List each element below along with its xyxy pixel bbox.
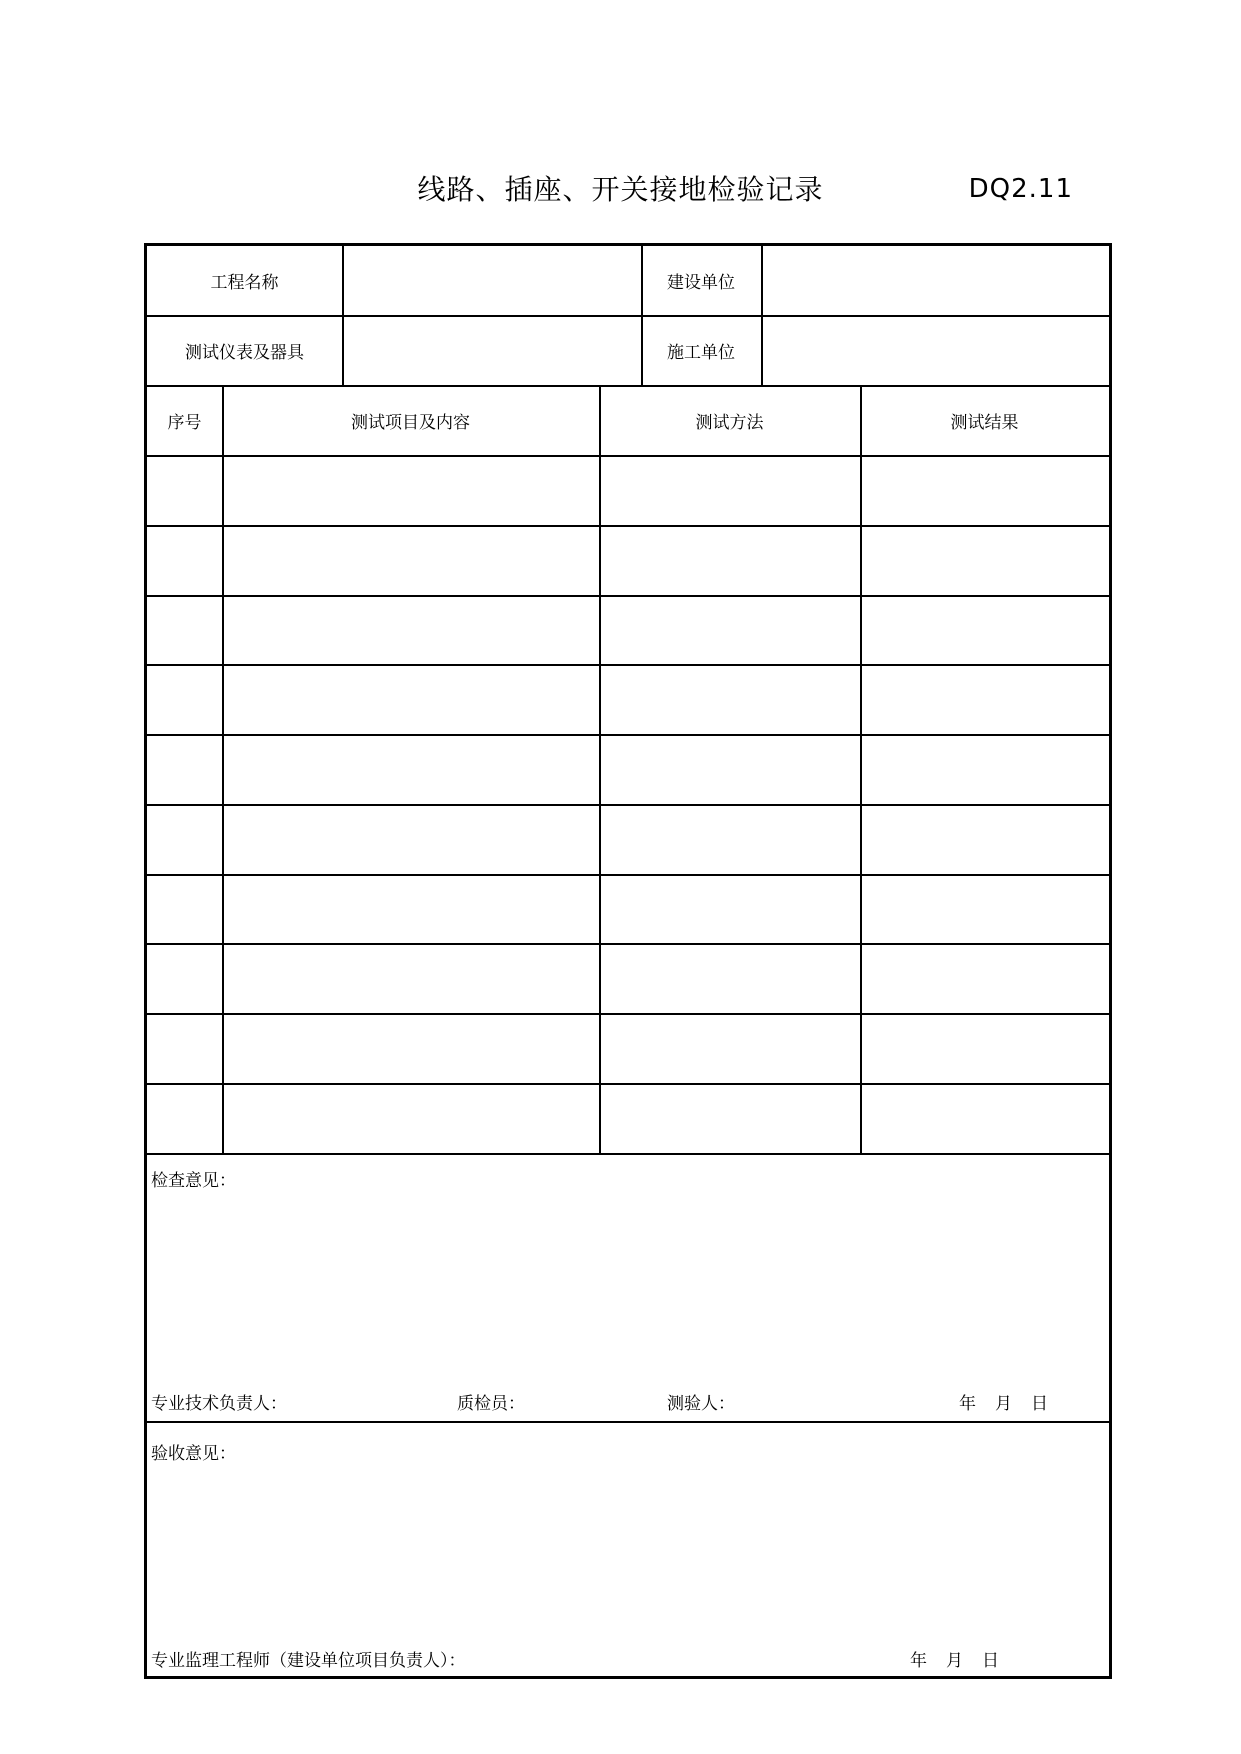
- table-cell-item[interactable]: [222, 1083, 599, 1153]
- table-cell-result[interactable]: [860, 525, 1109, 595]
- tech-lead-label: 专业技术负责人：: [151, 1394, 287, 1414]
- table-cell-method[interactable]: [599, 525, 860, 595]
- contractor-field[interactable]: [761, 315, 1109, 385]
- table-cell-result[interactable]: [860, 664, 1109, 734]
- table-cell-item[interactable]: [222, 595, 599, 665]
- builder-label: 建设单位: [667, 273, 735, 293]
- table-cell-index[interactable]: [147, 1013, 222, 1083]
- acceptance-date-day: 日: [982, 1651, 999, 1671]
- table-cell-result[interactable]: [860, 1083, 1109, 1153]
- project-name-field[interactable]: [342, 246, 641, 315]
- table-cell-result[interactable]: [860, 595, 1109, 665]
- project-name-label: 工程名称: [210, 273, 279, 293]
- inspection-form: [144, 243, 1112, 1679]
- table-cell-item[interactable]: [222, 944, 599, 1014]
- table-cell-item[interactable]: [222, 525, 599, 595]
- inspection-date-year: 年: [959, 1394, 976, 1414]
- row-divider: [147, 1153, 1109, 1155]
- table-cell-item[interactable]: [222, 664, 599, 734]
- table-cell-index[interactable]: [147, 874, 222, 944]
- table-cell-item[interactable]: [222, 734, 599, 804]
- table-cell-item[interactable]: [222, 1013, 599, 1083]
- table-cell-index[interactable]: [147, 455, 222, 525]
- table-cell-index[interactable]: [147, 804, 222, 874]
- form-code: DQ2.11: [968, 174, 1073, 204]
- instruments-field[interactable]: [342, 315, 641, 385]
- quality-inspector-label: 质检员：: [457, 1394, 525, 1414]
- contractor-label: 施工单位: [667, 342, 735, 363]
- table-cell-method[interactable]: [599, 1013, 860, 1083]
- table-cell-item[interactable]: [222, 804, 599, 874]
- table-cell-method[interactable]: [599, 1083, 860, 1153]
- supervisor-label: 专业监理工程师（建设单位项目负责人）：: [151, 1651, 466, 1671]
- inspection-date-month: 月: [995, 1394, 1012, 1414]
- inspection-date-day: 日: [1031, 1394, 1048, 1414]
- table-cell-item[interactable]: [222, 874, 599, 944]
- table-cell-index[interactable]: [147, 1083, 222, 1153]
- table-cell-result[interactable]: [860, 455, 1109, 525]
- row-divider: [147, 1421, 1109, 1423]
- acceptance-date-year: 年: [910, 1651, 927, 1671]
- table-cell-result[interactable]: [860, 874, 1109, 944]
- table-cell-result[interactable]: [860, 734, 1109, 804]
- col-header-item: 测试项目及内容: [351, 412, 470, 433]
- builder-field[interactable]: [761, 246, 1109, 315]
- table-cell-index[interactable]: [147, 595, 222, 665]
- table-cell-method[interactable]: [599, 595, 860, 665]
- table-cell-result[interactable]: [860, 944, 1109, 1014]
- table-cell-index[interactable]: [147, 525, 222, 595]
- table-cell-method[interactable]: [599, 455, 860, 525]
- acceptance-opinion-label: 验收意见：: [151, 1444, 236, 1464]
- table-cell-result[interactable]: [860, 1013, 1109, 1083]
- table-cell-index[interactable]: [147, 734, 222, 804]
- table-cell-item[interactable]: [222, 455, 599, 525]
- tester-label: 测验人：: [667, 1394, 735, 1414]
- table-cell-method[interactable]: [599, 734, 860, 804]
- acceptance-date-month: 月: [946, 1651, 963, 1671]
- table-cell-index[interactable]: [147, 944, 222, 1014]
- table-cell-method[interactable]: [599, 664, 860, 734]
- table-cell-result[interactable]: [860, 804, 1109, 874]
- col-header-result: 测试结果: [950, 412, 1019, 433]
- form-title: 线路、插座、开关接地检验记录: [417, 173, 824, 206]
- instruments-label: 测试仪表及器具: [185, 342, 304, 363]
- table-cell-method[interactable]: [599, 874, 860, 944]
- table-cell-method[interactable]: [599, 804, 860, 874]
- table-cell-method[interactable]: [599, 944, 860, 1014]
- table-cell-index[interactable]: [147, 664, 222, 734]
- inspection-opinion-label: 检查意见：: [151, 1171, 236, 1191]
- col-header-index: 序号: [167, 412, 202, 433]
- col-header-method: 测试方法: [695, 412, 764, 433]
